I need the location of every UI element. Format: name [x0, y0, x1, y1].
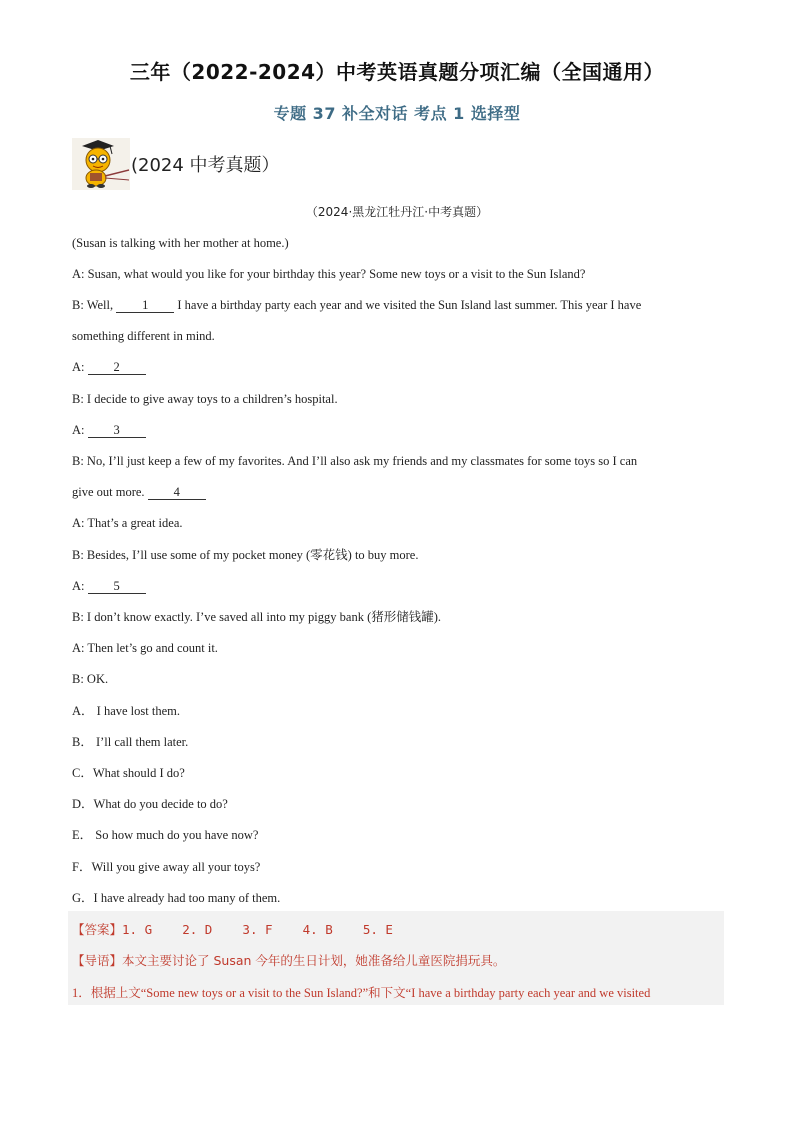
dialogue-line-13: A: Then let’s go and count it.: [72, 641, 218, 655]
dialogue-line-4: [72, 359, 146, 375]
answer-key: 1. G 2. D 3. F 4. B 5. E: [122, 922, 393, 937]
guide-line: [72, 951, 505, 969]
dialogue-intro: (Susan is talking with her mother at home.): [72, 236, 289, 250]
document-title: 三年（2022-2024）中考英语真题分项汇编（全国通用）: [129, 60, 665, 84]
dialogue-text: give out more.: [72, 485, 148, 499]
guide-tag: 【导语】: [72, 953, 123, 968]
blank-1: 1: [116, 298, 174, 313]
dialogue-line-6: [72, 422, 146, 438]
topic-subtitle: 专题 37 补全对话 考点 1 选择型: [273, 104, 521, 123]
dialogue-text: I have a birthday party each year and we visited the Sun Island last summer. This year I have: [174, 298, 642, 312]
guide-text: 本文主要讨论了 Susan 今年的生日计划，她准备给儿童医院捐玩具。: [122, 953, 506, 968]
option-e: E． So how much do you have now?: [72, 828, 259, 842]
dialogue-line-14: B: OK.: [72, 672, 109, 686]
professor-mascot-icon: [72, 138, 130, 190]
section-heading: (2024 中考真题）: [131, 155, 280, 176]
dialogue-line-11: [72, 578, 146, 594]
dialogue-text: A:: [72, 579, 88, 593]
option-f: F．Will you give away all your toys?: [72, 860, 261, 874]
option-a: A． I have lost them.: [72, 704, 180, 718]
option-g: G．I have already had too many of them.: [72, 891, 281, 905]
dialogue-text: A:: [72, 423, 88, 437]
blank-4: 4: [148, 485, 206, 500]
dialogue-line-3: something different in mind.: [72, 329, 215, 343]
dialogue-text: B: Well,: [72, 298, 117, 312]
answer-line: [72, 920, 393, 938]
option-b: B． I’ll call them later.: [72, 735, 189, 749]
explanation-line: 1．根据上文“Some new toys or a visit to the Sun Island?”和下文“I have a birthday party each year and we visited: [72, 986, 651, 1000]
dialogue-text: A:: [72, 360, 88, 374]
blank-3: 3: [88, 423, 146, 438]
dialogue-line-8: [72, 484, 206, 500]
question-source: （2024·黑龙江牡丹江·中考真题）: [305, 205, 489, 219]
dialogue-line-2: [72, 297, 641, 313]
dialogue-line-12: B: I don’t know exactly. I’ve saved all into my piggy bank (猪形储钱罐).: [72, 610, 442, 624]
option-d: D．What do you decide to do?: [72, 797, 228, 811]
dialogue-line-5: B: I decide to give away toys to a children’s hospital.: [72, 392, 338, 406]
dialogue-line-10: B: Besides, I’ll use some of my pocket money (零花钱) to buy more.: [72, 548, 419, 562]
dialogue-line-7: B: No, I’ll just keep a few of my favorites. And I’ll also ask my friends and my classmates for some toys so I can: [72, 454, 638, 468]
dialogue-line-9: A: That’s a great idea.: [72, 516, 183, 530]
blank-2: 2: [88, 360, 146, 375]
answer-tag: 【答案】: [72, 922, 123, 937]
option-c: C．What should I do?: [72, 766, 185, 780]
dialogue-line-1: A: Susan, what would you like for your birthday this year? Some new toys or a visit to the Sun Island?: [72, 267, 586, 281]
blank-5: 5: [88, 579, 146, 594]
